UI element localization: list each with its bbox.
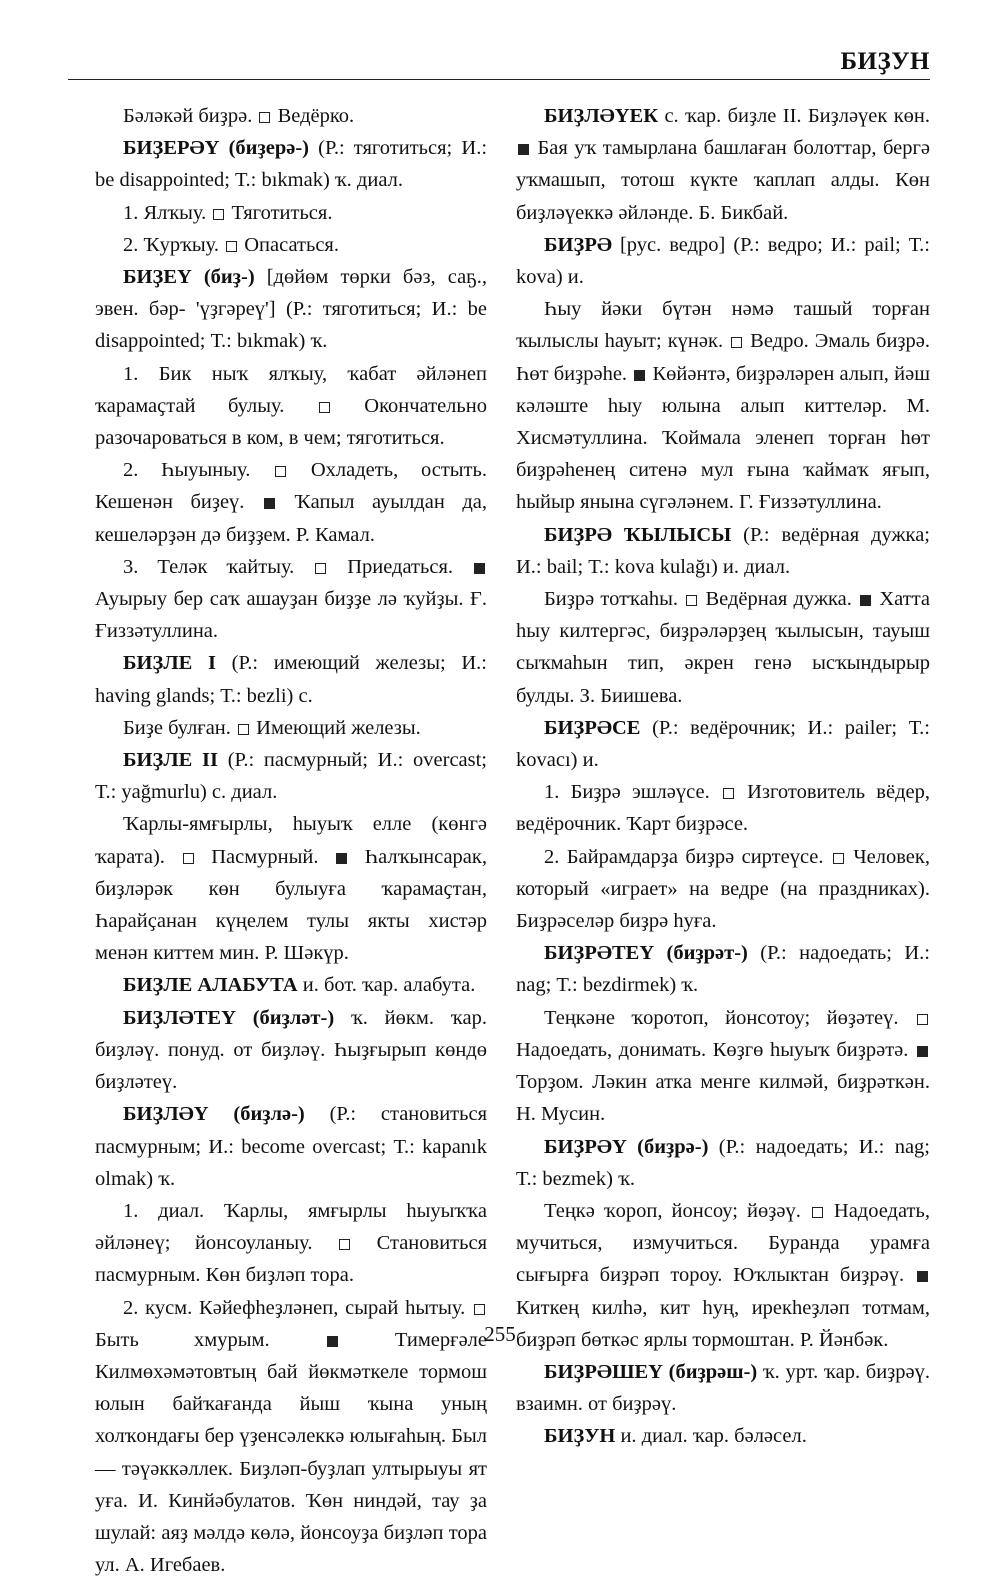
translation-marker-icon bbox=[723, 788, 734, 799]
translation-marker-icon bbox=[238, 724, 249, 735]
entry-headword: БИҘРӘ bbox=[544, 233, 612, 256]
entry-headword: БИҘЛЕ АЛАБУТА bbox=[123, 974, 298, 997]
entry-body: [дөйөм төрки бәз, саҕ., эвен. бәр- 'үҙгәреү'] (Р.: тяготиться; И.: be disappointed; Т.: bıkmak) ҡ. bbox=[95, 266, 487, 353]
entry-sense: Бәләкәй биҙрә. Ведёрко. bbox=[123, 105, 355, 127]
left-column bbox=[95, 100, 487, 1581]
dictionary-entry bbox=[516, 519, 930, 583]
entry-body: (Р.: имеющий железы; И.: having glands; Т.: bezli) с. bbox=[95, 652, 488, 707]
dictionary-entry bbox=[516, 229, 930, 293]
entry-sense: 1. диал. Ҡарлы, ямғырлы һыуыҡҡа әйләнеү; йонсоуланыу. Становиться пасмурным. Көн биҙләп тора. bbox=[95, 1199, 488, 1287]
entry-sense: Теңкә ҡороп, йонсоу; йөҙәү. Надоедать, мучиться, измучиться. Буранда урамға сығырға биҙрәп тороу. Юҡлыктан биҙрәү. Киткең килһә, кит һуң, ирекһеҙләп тотмам, биҙрәп бөткәс ярлы тормоштан. Р. Йәнбәк. bbox=[516, 1199, 930, 1351]
entry-sense: 1. Бик ныҡ ялҡыу, ҡабат әйләнеп ҡарамаҫтай булыу. Окончательно разочароваться в ком, в чем; тяготиться. bbox=[95, 362, 487, 450]
running-head: БИҘУН bbox=[840, 48, 930, 75]
translation-marker-icon bbox=[319, 402, 330, 413]
example-marker-icon bbox=[917, 1046, 928, 1057]
entry-body: и. бот. ҡар. алабута. bbox=[302, 974, 476, 997]
entry-body: (Р.: надоедать; И.: nag; Т.: bezdirmek) ҡ. bbox=[516, 942, 930, 997]
dictionary-entry bbox=[516, 1131, 930, 1195]
translation-marker-icon bbox=[731, 337, 742, 348]
dictionary-entry bbox=[95, 132, 487, 196]
translation-marker-icon bbox=[213, 209, 224, 220]
entry-sense: Һыу йәки бүтән нәмә ташый торған ҡылыслы һауыт; күнәк. Ведро. Эмаль биҙрә. Һөт биҙрәһе. Көйәнтә, биҙрәләрен алып, йәш кәләште һыу юлына алып киттеләр. М. Хисмәтуллина. Ҡоймала эленеп торған һөт биҙрәһенең ситенә мул ғына ҡаймаҡ яғып, һыйыр янына сүгәләнем. Г. Ғиззәтуллина. bbox=[516, 298, 930, 514]
dictionary-entry bbox=[95, 647, 487, 711]
right-column bbox=[516, 100, 930, 1453]
header-rule bbox=[68, 79, 930, 80]
dictionary-entry bbox=[516, 937, 930, 1001]
entry-headword: БИҘРӘТЕҮ (биҙрәт-) bbox=[544, 942, 748, 965]
entry-sense: 2. Ҡурҡыу. Опасаться. bbox=[123, 233, 339, 256]
dictionary-entry bbox=[516, 1420, 930, 1452]
dictionary-entry bbox=[516, 100, 930, 229]
entry-body: [рус. ведро] (Р.: ведро; И.: pail; Т.: kova) и. bbox=[516, 233, 931, 289]
dictionary-entry bbox=[95, 1002, 487, 1099]
entry-headword: БИҘЛӘҮЕК bbox=[544, 105, 659, 127]
dictionary-entry bbox=[95, 261, 487, 358]
entry-sense: 1. Ялҡыу. Тяготиться. bbox=[123, 201, 333, 224]
translation-marker-icon bbox=[275, 466, 286, 477]
entry-sense: Ҡарлы-ямғырлы, һыуыҡ елле (көнгә ҡарата). Пасмурный. Һалҡынсарак, биҙләрәк көн булыуға ҡарамаҫтан, Һарайҫанан күңелем тулы якты хистәр менән киттем мин. Р. Шәкүр. bbox=[95, 813, 487, 965]
example-marker-icon bbox=[860, 595, 871, 606]
entry-body: (Р.: надоедать; И.: nag; Т.: bezmek) ҡ. bbox=[516, 1135, 930, 1190]
translation-marker-icon bbox=[474, 1304, 485, 1315]
example-marker-icon bbox=[518, 144, 529, 155]
entry-sense: 3. Теләк ҡайтыу. Приедаться. Ауырыу бер саҡ ашауҙан биҙҙе лә ҡуйҙы. Ғ. Ғиззәтуллина. bbox=[95, 555, 487, 643]
entry-headword: БИҘЕРӘҮ (биҙерә-) bbox=[123, 137, 309, 160]
translation-marker-icon bbox=[833, 853, 844, 864]
entry-sense: Биҙе булған. Имеющий железы. bbox=[123, 716, 421, 739]
translation-marker-icon bbox=[259, 112, 270, 123]
entry-headword: БИҘЛӘТЕҮ (биҙләт-) bbox=[123, 1006, 335, 1029]
entry-body: (Р.: ведёрочник; И.: pailer; Т.: kovacı) и. bbox=[516, 716, 930, 772]
entry-headword: БИҘРӘҮ (биҙрә-) bbox=[544, 1135, 709, 1158]
dictionary-entry bbox=[516, 712, 930, 776]
page-number: 255 bbox=[484, 1322, 516, 1346]
entry-sense: Биҙрә тотҡаһы. Ведёрная дужка. Хатта һыу килтергәс, биҙрәләрҙең ҡылысын, тауыш сыҡмаһын тип, әкрен генә ысҡындырыр булды. З. Биишева. bbox=[516, 588, 930, 707]
translation-marker-icon bbox=[686, 595, 697, 606]
example-marker-icon bbox=[634, 370, 645, 381]
entry-headword: БИҘЛЕ II bbox=[123, 749, 218, 772]
translation-marker-icon bbox=[183, 853, 194, 864]
entry-headword: БИҘЛӘҮ (биҙлә-) bbox=[123, 1103, 305, 1126]
translation-marker-icon bbox=[226, 241, 237, 252]
translation-marker-icon bbox=[339, 1239, 350, 1250]
example-marker-icon bbox=[264, 498, 275, 509]
entry-sense: 2. кусм. Кәйефһеҙләнеп, сырай һытыу. Быть хмурым. Тимерғәле Килмөхәмәтовтың бай йөкмәткеле тормош юлын байҡағанда йыш ҡына уның холҡондағы бер үҙенсәлеккә юлығаһың. Был — тәүәккәллек. Биҙләп-буҙлап ултырыуы ят уға. И. Кинйәбулатов. Ҡөн ниндәй, тау ҙа шулай: аяҙ мәлдә көлә, йонсоуҙа биҙләп тора ул. А. Игебаев. bbox=[95, 1296, 487, 1577]
translation-marker-icon bbox=[315, 563, 326, 574]
entry-headword: БИҘРӘ ҠЫЛЫСЫ bbox=[544, 523, 732, 546]
entry-headword: БИҘУН bbox=[544, 1425, 616, 1448]
entry-headword: БИҘРӘШЕҮ (биҙрәш-) bbox=[544, 1360, 758, 1383]
dictionary-entry bbox=[95, 1098, 487, 1195]
entry-headword: БИҘЛЕ I bbox=[123, 652, 216, 675]
entry-sense: Теңкәне ҡоротоп, йонсотоу; йөҙәтеү. Надоедать, донимать. Көҙгө һыуыҡ биҙрәтә. Торҙом. Ләкин атка менге килмәй, биҙрәткән. Н. Мусин. bbox=[516, 1006, 930, 1126]
example-marker-icon bbox=[474, 563, 485, 574]
entry-body: и. диал. ҡар. бәләсел. bbox=[620, 1425, 807, 1448]
entry-body: (Р.: тяготиться; И.: be disappointed; Т.: bıkmak) ҡ. диал. bbox=[95, 137, 488, 192]
entry-headword: БИҘЕҮ (биҙ-) bbox=[123, 266, 255, 289]
example-marker-icon bbox=[336, 853, 347, 864]
entry-sense: 2. Һыуыныу. Охладеть, остыть. Кешенән биҙеү. Ҡапыл ауылдан да, кешеләрҙән дә биҙҙем. Р. Камал. bbox=[95, 459, 487, 546]
translation-marker-icon bbox=[812, 1207, 823, 1218]
entry-body: (Р.: ведёрная дужка; И.: bail; Т.: kova kulağı) и. диал. bbox=[516, 523, 930, 578]
entry-headword: БИҘРӘСЕ bbox=[544, 716, 641, 739]
dictionary-entry bbox=[95, 744, 487, 808]
entry-sense: 2. Байрамдарҙа биҙрә сиртеүсе. Человек, который «играет» на ведре (на праздниках). Биҙрәселәр биҙрә һуға. bbox=[516, 845, 930, 933]
entry-body: ҡ. урт. ҡар. биҙрәү. взаимн. от биҙрәү. bbox=[516, 1360, 930, 1416]
translation-marker-icon bbox=[917, 1014, 928, 1025]
example-marker-icon bbox=[917, 1271, 928, 1282]
entry-sense: 1. Биҙрә эшләүсе. Изготовитель вёдер, ведёрочник. Ҡарт биҙрәсе. bbox=[516, 781, 930, 836]
entry-body: (Р.: пасмурный; И.: overcast; Т.: yağmurlu) с. диал. bbox=[95, 749, 488, 804]
entry-body: ҡ. йөкм. ҡар. биҙләү. понуд. от биҙләү. Һыҙғырып көндө биҙләтеү. bbox=[95, 1006, 487, 1094]
dictionary-entry bbox=[516, 1356, 930, 1420]
dictionary-entry bbox=[95, 969, 487, 1001]
entry-body: с. ҡар. биҙле II. Биҙләүек көн. Бая уҡ тамырлана башлаған болоттар, бергә уҡмашып, тотош күкте ҡаплап алды. Көн биҙләүеккә әйләнде. Б. Бикбай. bbox=[516, 105, 930, 224]
entry-body: (Р.: становиться пасмурным; И.: become overcast; Т.: kapanık olmak) ҡ. bbox=[95, 1103, 487, 1190]
